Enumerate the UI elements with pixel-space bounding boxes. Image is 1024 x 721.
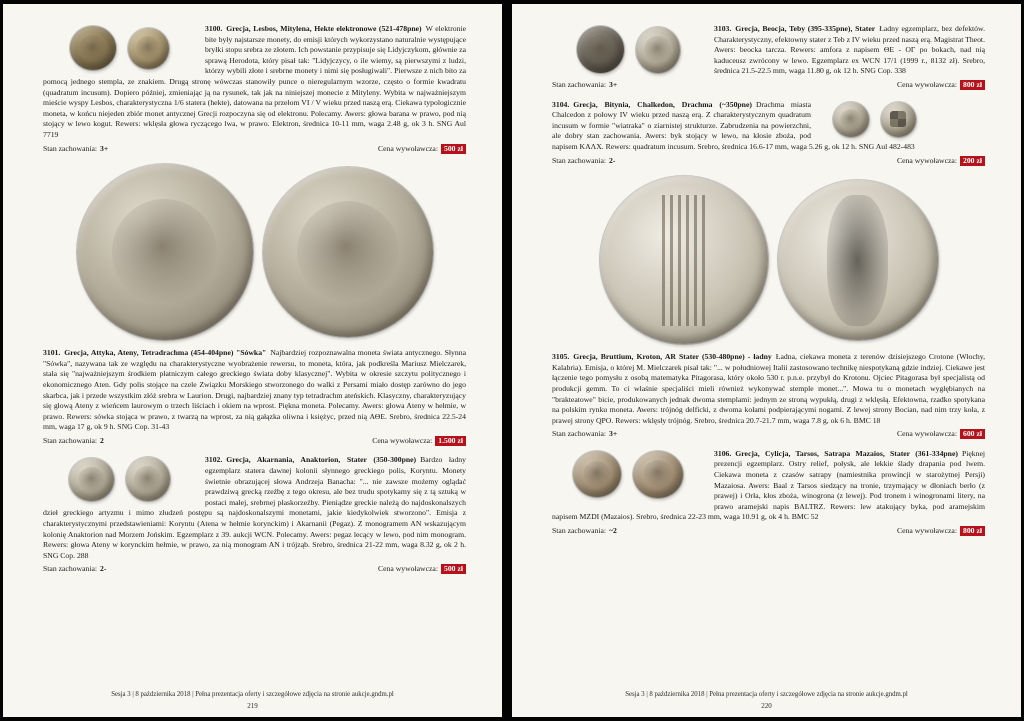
coin-amphora-reverse-image bbox=[636, 27, 680, 73]
price bbox=[378, 144, 466, 155]
condition-label: Stan zachowania: bbox=[552, 79, 607, 89]
condition-value: 2 bbox=[100, 435, 104, 445]
lot-number: 3103. bbox=[714, 24, 732, 33]
price bbox=[897, 526, 985, 537]
page-number: 219 bbox=[247, 702, 258, 710]
lot-title: Grecja, Cylicja, Tarsos, Satrapa Mazaios, Stater (361-334pne) bbox=[735, 448, 958, 458]
page-footer: Sesja 3 | 8 października 2018 | Pełna prezentacja oferty i szczegółowe zdjęcia na stronie aukcje.gndm.pl bbox=[111, 691, 394, 698]
price-value: 500 zł bbox=[441, 144, 466, 154]
price-label: Cena wywoławcza: bbox=[897, 155, 957, 165]
coin-bull-obverse-image bbox=[833, 102, 869, 137]
lot-entry-3100 bbox=[43, 24, 466, 154]
lot-description: Ładny egzemplarz, bez defektów. Charakterystyczny, efektowny stater z Teb z IV wieku przed naszą erą. Magistrat Theot. Awers: beocka tarcza. Rewers: amfora z napisem ΘΕ - ΟΓ po bokach, nad nią kaduceusz zwrócony w lewo. Egzemplarz ex WCN 17/1 (1999 r., 8132 zł). Srebro, średnica 21.5-22.5 mm, waga 11.80 g, ok 12 h. SNG Cop. 338 bbox=[714, 24, 985, 76]
lot-number: 3101. bbox=[43, 348, 61, 358]
lot-number: 3105. bbox=[552, 352, 570, 362]
lot-3101-plate-row bbox=[43, 164, 466, 340]
coin-boeotian-shield-obverse-image bbox=[577, 26, 624, 73]
lot-3105-plate-row bbox=[552, 176, 985, 344]
price bbox=[897, 429, 985, 440]
lot-number: 3106. bbox=[714, 448, 732, 458]
lot-title: Grecja, Akarnania, Anaktorion, Stater (350-300pne) bbox=[226, 455, 417, 465]
price-value: 1.500 zł bbox=[435, 436, 466, 446]
price-label: Cena wywoławcza: bbox=[897, 526, 957, 536]
condition-label: Stan zachowania: bbox=[552, 526, 607, 536]
lot-meta-row bbox=[552, 156, 985, 167]
lot-meta-row bbox=[552, 80, 985, 91]
lot-text bbox=[552, 352, 985, 426]
condition-label: Stan zachowania: bbox=[43, 143, 98, 153]
condition-value: 3+ bbox=[609, 79, 618, 89]
lot-3102-coin-images bbox=[43, 457, 195, 501]
condition-value: ~2 bbox=[609, 526, 617, 536]
catalog-page-right bbox=[512, 4, 1021, 717]
coin-lion-bull-reverse-image bbox=[633, 451, 683, 498]
condition bbox=[552, 526, 617, 537]
lot-description: Ładna, ciekawa moneta z terenów dzisiejszego Crotone (Włochy, Kalabria). Emisja, o której M. Mielczarek pisał tak: "... w południowej Italii zastosowano technikę niespotykaną gdzie indziej. Ciekawe jest łączenie tego pomysłu z osobą matematyka Pitagorasa, który około 530 r. p.n.e. przybył do Krotonu. Ojciec Pitagorasa był specjalistą od produkcji gemm. To ci właśnie specjaliści mieli również wykonywać stemple monet...". Mowa tu o monetach wygłębianych na "brakteatowe" bicie, produkowanych jednak dwoma stemplami: jednym ze stroną wypukłą, drugi z wklęsłą. Efektowna, rzadko spotykana na polskim rynku moneta. Awers: trójnóg delficki, z dwoma kołami podpierającymi nogami. Z lewej strony Bocian, nad nim trzy koła, z prawej strony QPO. Rewers: wklęsły trójnóg. Srebro, średnica 20.7-21.7 mm, waga 7.8 g, ok 6 h. BMC 18 bbox=[552, 352, 986, 425]
lot-description: Bardzo ładny egzemplarz statera dawnej kolonii słynnego greckiego polis, Koryntu. Monety świetnie obrazującej słowa Andrzeja Banacha: "... nie zawsze możemy oglądać prawdziwą grecką rzeźbę z tego okresu, ale bez trudu spotykamy się z tą sztuką w postaci małej, srebrnej płaskorzeźby. Pieniądze greckie należą do najdoskonalszych dzieł greckiego artyzmu i mimo złudzeń postępu są najdoskonalszymi monetami, jakie kiedykolwiek stworzono". Emisja z charakterystycznymi przedstawieniami: Koryntu (Atena w hełmie korynckim) i Akarnanii (Pegaz). Z monogramem AN wskazującym kolonię Anaktorion nad Morzem Jońskim. Egzemplarz z 39. aukcji WCN. Polecamy. Awers: pegaz lecący w lewo, pod nim monogram. Rewers: głowa Ateny w korynckim hełmie, w prawo, za nią monogram AN i trójząb. Srebro, średnica 21-22 mm, waga 8.32 g, ok 2 h. SNG Cop. 288 bbox=[43, 455, 466, 560]
price-value: 800 zł bbox=[960, 526, 985, 536]
lot-meta-row bbox=[43, 564, 466, 575]
lot-text bbox=[43, 348, 466, 433]
coin-athena-reverse-image bbox=[126, 457, 170, 501]
lot-entry-3101 bbox=[43, 348, 466, 446]
price-label: Cena wywoławcza: bbox=[378, 564, 438, 574]
price-label: Cena wywoławcza: bbox=[372, 435, 433, 445]
condition bbox=[552, 156, 615, 167]
lot-3103-coin-images bbox=[552, 26, 704, 73]
price-value: 600 zł bbox=[960, 429, 985, 439]
condition bbox=[552, 429, 617, 440]
lot-entry-3105 bbox=[552, 352, 985, 440]
lot-entry-3104 bbox=[552, 100, 985, 167]
lot-3104-coin-images bbox=[819, 102, 929, 137]
lot-meta-row bbox=[552, 429, 985, 440]
price-label: Cena wywoławcza: bbox=[897, 429, 957, 439]
lot-number: 3104. bbox=[552, 99, 570, 109]
lot-3106-coin-images bbox=[552, 451, 704, 498]
condition bbox=[43, 436, 104, 447]
lot-description: Najbardziej rozpoznawalna moneta świata antycznego. Słynna "Sówka", nazywana tak ze względu na charakterystyczne wyobrażenie rewersu, to moneta, która, jak podkreśla Mariusz Mielczarek, stała się "najważniejszym środkiem płatniczym całego greckiego świata doby klasycznej". Wybita w okresie szczytu politycznego i ekonomicznego Aten. Gdy polis stojące na czele Związku Morskiego stworzonego do walki z Persami miało dostęp zarówno do jego skarbca, jak i przede wszystkim złóż srebra w Laurion. Drugi, najbardziej znany typ tetradrachm ateńskich. Klasyczny, charakteryzujący się głową Ateny z wieńcem laurowym o trzech liściach i okiem na wprost. Piękna moneta. Polecamy. Awers: głowa Ateny w hełmie, w prawo. Rewers: sówka stojąca w prawo, z twarzą na wprost, za nią gałązka oliwna i księżyc, przed nią ΑΘΕ. Srebro, średnica 22.5-24 mm, waga 17 g, ok 9 h. SNG Cop. 31-43 bbox=[43, 348, 466, 432]
condition-label: Stan zachowania: bbox=[43, 564, 98, 574]
kroton-stater-incuse-reverse-photo bbox=[778, 180, 938, 340]
lot-entry-3103 bbox=[552, 24, 985, 91]
tetradrachm-athena-obverse-photo bbox=[77, 164, 253, 340]
condition-value: 3+ bbox=[100, 143, 109, 153]
coin-hekte-reverse-image bbox=[128, 28, 169, 69]
price-label: Cena wywoławcza: bbox=[378, 143, 438, 153]
lot-description: Drachma miasta Chalcedon z połowy IV wieku przed naszą erą. Z charakterystycznym quadratum incusum w formie "wiatraka" o ziarnistej strukturze. Zabrudzenia na powierzchni, ale dobry stan zachowania. Awers: byk stojący w lewo, na kłosie zboża, pod napisem ΚΑΛΧ. Rewers: quadratum incusum. Srebro, średnica 16.6-17 mm, waga 5.26 g, ok 12 h. SNG Aul 482-483 bbox=[552, 99, 915, 151]
catalog-page-left bbox=[3, 4, 502, 717]
condition-value: 2- bbox=[100, 564, 107, 574]
lot-meta-row bbox=[43, 144, 466, 155]
lot-title: Grecja, Lesbos, Mitylena, Hekte elektronowe (521-478pne) bbox=[226, 24, 422, 33]
lot-number: 3100. bbox=[205, 24, 223, 33]
page-content-right bbox=[512, 4, 1021, 537]
page-content-left bbox=[3, 4, 502, 575]
price bbox=[372, 436, 466, 447]
price bbox=[378, 564, 466, 575]
condition bbox=[43, 144, 108, 155]
condition-label: Stan zachowania: bbox=[552, 155, 607, 165]
price-value: 500 zł bbox=[441, 564, 466, 574]
lot-title: Grecja, Attyka, Ateny, Tetradrachma (454-404pne) "Sówka" bbox=[64, 348, 267, 358]
lot-3100-coin-images bbox=[43, 26, 195, 70]
lot-title: Grecja, Bruttium, Kroton, AR Stater (530-480pne) - ładny bbox=[573, 352, 772, 362]
coin-pegasus-obverse-image bbox=[69, 458, 114, 501]
price-value: 800 zł bbox=[960, 80, 985, 90]
condition bbox=[43, 564, 106, 575]
coin-hekte-obverse-image bbox=[70, 26, 116, 70]
condition-value: 2- bbox=[609, 155, 616, 165]
page-number: 220 bbox=[761, 702, 772, 710]
coin-baal-obverse-image bbox=[573, 451, 621, 497]
lot-description: W elektronie bite były najstarsze monety, do emisji których wykorzystano naturalnie występujące bryłki stopu srebra ze złotem. Ich powstanie przypisuje się Lidyjczykom, głównie za sprawą Herodota, który pisał tak: "Lidyjczycy, o ile wiemy, są pierwszymi z ludzi, którzy wybili złote i srebrne monety i nimi się posługiwali". Pierwsze z nich bito za pomocą jednego stempla, ze znakiem. Drugą stronę wówczas stanowiły punce o nieregularnym wzorze, często o formie kwadratu (quadratum incusum). Dopiero później, zmieniając ją na rysunek, tak jak na niniejszej monecie z Mityleny. Wybita w najważniejszym mieście wyspy Lesbos, charakterystyczna 1/6 statera (hekte), datowana na przełom VI / V wieku przed naszą erą. Ciekawa typologicznie moneta, w końcu niejeden zbiór monet antycznej Grecji rozpoczyna się od elektronu. Polecamy. Awers: głowa barana w prawo, pod nią stojący w lewo kogut. Rewers: wklęsła głowa ryczącego lwa, w prawo. Elektron, średnica 10-11 mm, waga 2.48 g, ok 3 h. SNG Aul 7719 bbox=[43, 24, 466, 139]
lot-meta-row bbox=[43, 436, 466, 447]
lot-entry-3102 bbox=[43, 455, 466, 575]
price-value: 200 zł bbox=[960, 156, 985, 166]
price bbox=[897, 156, 985, 167]
condition bbox=[552, 80, 617, 91]
lot-description: Pięknej prezencji egzemplarz. Ostry relief, połysk, ale lekkie ślady drapania pod lwem. Ciekawa moneta z czasów satrapy (namiestnika prowincji w starożytnej Persji) Mazaiosa. Awers: Baal z Tarsos siedzący na tronie, trzymający w dłoniach berło (z prawej) i Orła, kłos zboża, winogrona (z lewej). Pod tronem i winogronami litery, na prawo aramejski napis BALTRZ. Rewers: lew atakujący byka, pod aramejskim napisem MZDI (Mazaios). Srebro, średnica 22-23 mm, waga 10.91 g, ok 4 h. BMC 52 bbox=[552, 448, 985, 522]
lot-title: Grecja, Bitynia, Chalkedon, Drachma (~350pne) bbox=[573, 99, 752, 109]
coin-incuse-reverse-image bbox=[881, 102, 916, 137]
lot-entry-3106 bbox=[552, 449, 985, 537]
lot-number: 3102. bbox=[205, 455, 223, 465]
condition-label: Stan zachowania: bbox=[552, 429, 607, 439]
page-footer: Sesja 3 | 8 października 2018 | Pełna prezentacja oferty i szczegółowe zdjęcia na stronie aukcje.gndm.pl bbox=[625, 691, 908, 698]
tetradrachm-owl-reverse-photo bbox=[263, 167, 433, 337]
price bbox=[897, 80, 985, 91]
condition-label: Stan zachowania: bbox=[43, 435, 98, 445]
kroton-stater-tripod-obverse-photo bbox=[600, 176, 768, 344]
price-label: Cena wywoławcza: bbox=[897, 79, 957, 89]
lot-title: Grecja, Beocja, Teby (395-335pne), Stater bbox=[735, 24, 876, 33]
lot-meta-row bbox=[552, 526, 985, 537]
condition-value: 3+ bbox=[609, 429, 618, 439]
